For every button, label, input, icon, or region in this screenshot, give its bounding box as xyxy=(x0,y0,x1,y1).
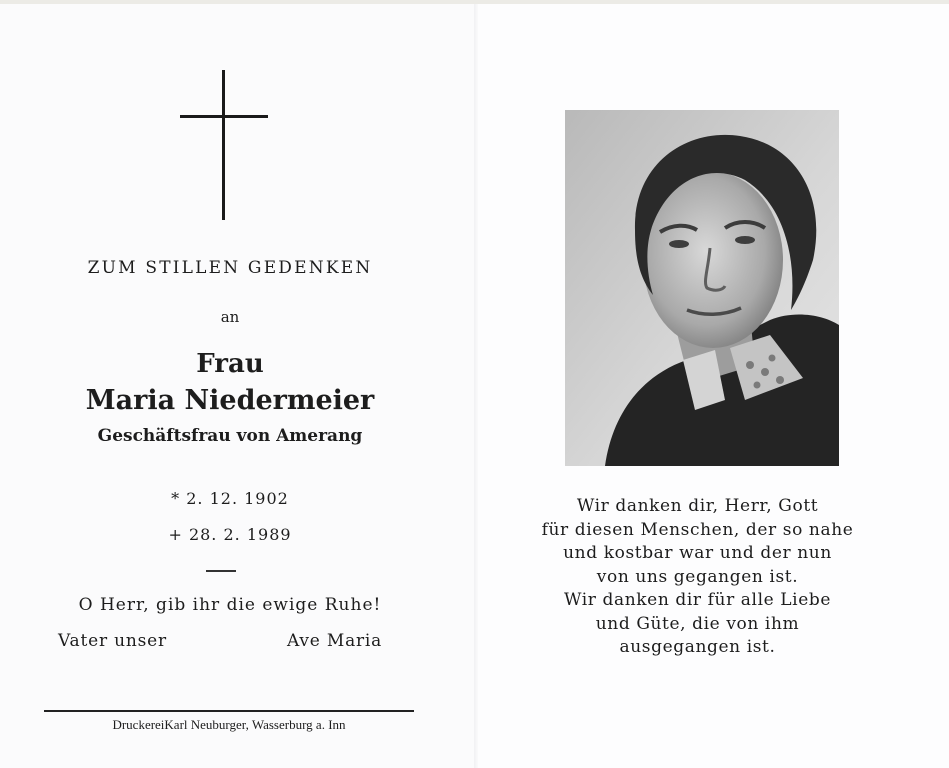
card-top-edge xyxy=(0,0,949,4)
preposition-text: an xyxy=(220,308,240,326)
verse-line: und kostbar war und der nun xyxy=(563,543,832,563)
birth-date: * 2. 12. 1902 xyxy=(171,489,289,508)
prayer-text: O Herr, gib ihr die ewige Ruhe! xyxy=(78,595,382,615)
occupation-text: Geschäftsfrau von Amerang xyxy=(97,426,363,446)
death-date: + 28. 2. 1989 xyxy=(168,525,292,544)
verse-line: von uns gegangen ist. xyxy=(596,566,799,587)
cross-icon xyxy=(180,70,270,222)
prayer-ave-maria: Ave Maria xyxy=(287,631,383,651)
verse-line: für diesen Menschen, der so nahe xyxy=(541,519,854,540)
verse-line: und Güte, die von ihm xyxy=(595,613,800,634)
footer-rule xyxy=(44,710,414,712)
memorial-heading: ZUM STILLEN GEDENKEN xyxy=(87,258,373,278)
printer-credit: DruckereiKarl Neuburger, Wasserburg a. Inn xyxy=(112,717,346,732)
honorific-title: Frau xyxy=(196,349,264,379)
verse-line: Wir danken dir, Herr, Gott xyxy=(576,496,819,516)
verse-line: ausgegangen ist. xyxy=(619,637,776,657)
divider-dash xyxy=(206,570,236,572)
gratitude-verse xyxy=(520,495,875,660)
prayer-vater-unser: Vater unser xyxy=(58,631,167,651)
verse-line: Wir danken dir für alle Liebe xyxy=(563,590,832,610)
portrait-photo xyxy=(565,110,839,466)
deceased-name: Maria Niedermeier xyxy=(85,385,375,416)
